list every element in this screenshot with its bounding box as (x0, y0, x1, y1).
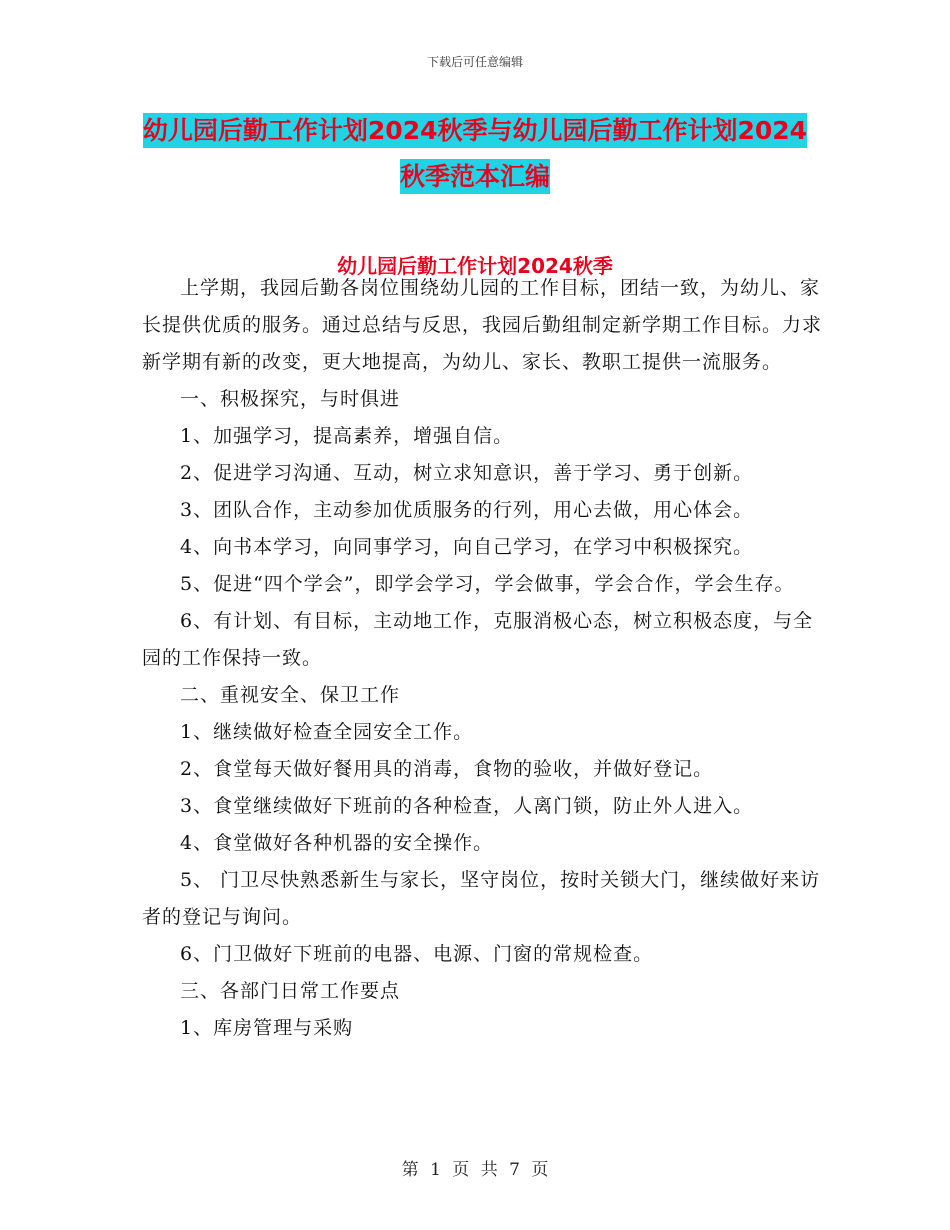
section-title: 幼儿园后勤工作计划2024秋季 (337, 254, 613, 278)
header-note: 下载后可任意编辑 (426, 55, 523, 69)
list-item: 5、 门卫尽快熟悉新生与家长，坚守岗位，按时关锁大门，继续做好来访者的登记与询问。 (142, 869, 821, 928)
list-item: 1、继续做好检查全园安全工作。 (180, 721, 474, 743)
list-item: 1、库房管理与采购 (180, 1017, 354, 1039)
list-item: 5、促进“四个学会”，即学会学习，学会做事，学会合作，学会生存。 (180, 573, 795, 595)
list-item: 2、促进学习沟通、互动，树立求知意识，善于学习、勇于创新。 (180, 462, 754, 484)
document-title (140, 108, 810, 200)
list-item: 1、加强学习，提高素养，增强自信。 (180, 425, 514, 447)
list-item: 2、食堂每天做好餐用具的消毒，食物的验收，并做好登记。 (180, 758, 714, 780)
document-title-text: 幼儿园后勤工作计划2024秋季与幼儿园后勤工作计划2024秋季范本汇编 (143, 113, 807, 194)
heading-1: 一、积极探究，与时俱进 (180, 388, 401, 410)
document-body (142, 270, 832, 1047)
page-footer: 第 1 页 共 7 页 (401, 1160, 549, 1180)
heading-2: 二、重视安全、保卫工作 (180, 684, 401, 706)
paragraph: 上学期，我园后勤各岗位围绕幼儿园的工作目标，团结一致，为幼儿、家长提供优质的服务。通过总结与反思，我园后勤组制定新学期工作目标。力求新学期有新的改变，更大地提高，为幼儿、家长、教职工提供一流服务。 (142, 277, 823, 373)
list-item: 3、食堂继续做好下班前的各种检查，人离门锁，防止外人进入。 (180, 795, 754, 817)
list-item: 4、食堂做好各种机器的安全操作。 (180, 832, 494, 854)
list-item: 3、团队合作，主动参加优质服务的行列，用心去做，用心体会。 (180, 499, 754, 521)
list-item: 6、门卫做好下班前的电器、电源、门窗的常规检查。 (180, 943, 654, 965)
list-item: 6、有计划、有目标，主动地工作，克服消极心态，树立积极态度，与全园的工作保持一致。 (142, 610, 814, 669)
list-item: 4、向书本学习，向同事学习，向自己学习，在学习中积极探究。 (180, 536, 754, 558)
heading-3: 三、各部门日常工作要点 (180, 980, 401, 1002)
